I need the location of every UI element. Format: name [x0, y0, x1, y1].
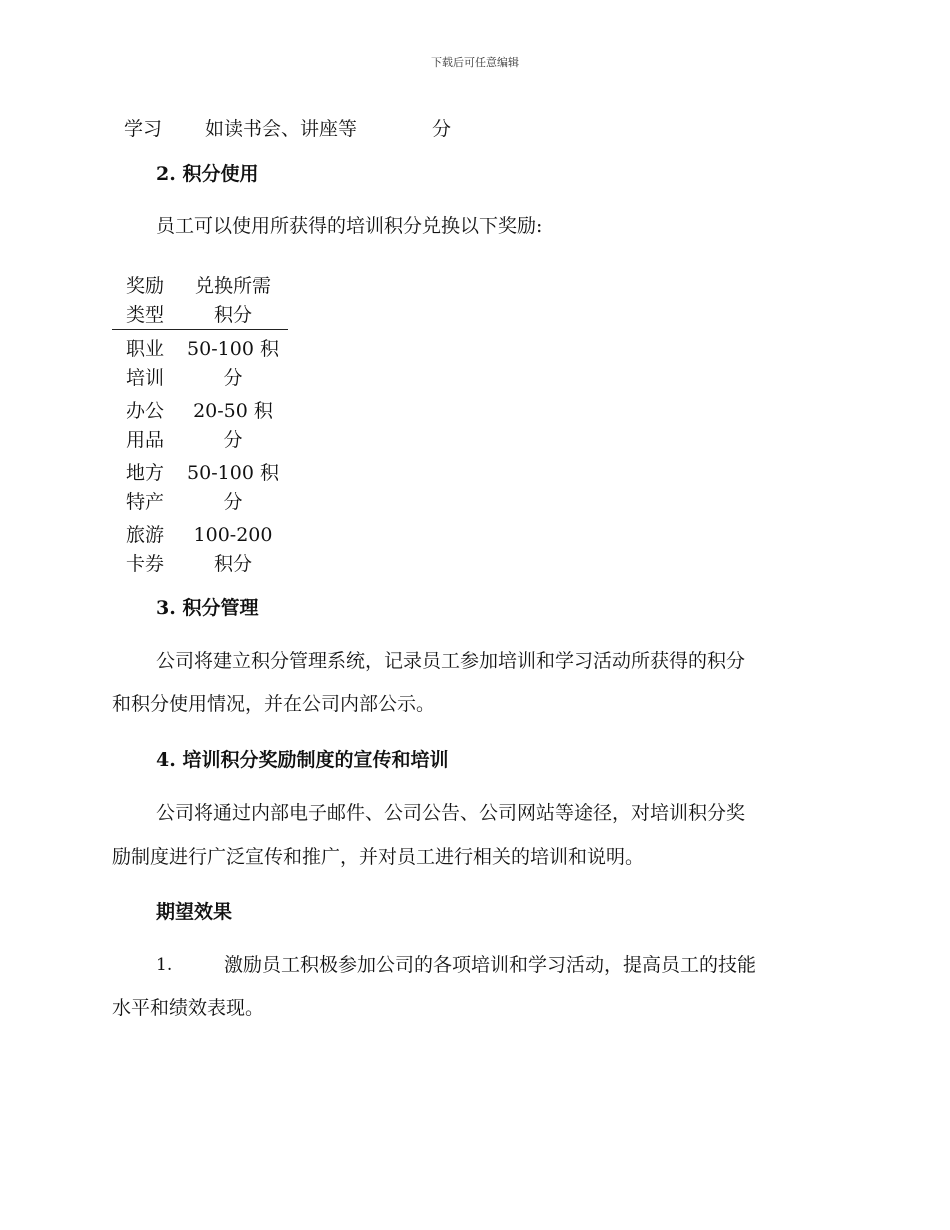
- table-row: 办公 用品: [125, 400, 164, 451]
- section3-line1: 公司将建立积分管理系统，记录员工参加培训和学习活动所获得的积分: [156, 650, 746, 672]
- expected-item1-number: 1.: [156, 955, 173, 975]
- carryover-cell-points: 分: [432, 118, 452, 140]
- section3-line2: 和积分使用情况，并在公司内部公示。: [112, 693, 436, 715]
- section4-heading: 4. 培训积分奖励制度的宣传和培训: [156, 749, 449, 771]
- carryover-cell-type: 学习: [124, 118, 163, 140]
- carryover-cell-desc: 如读书会、讲座等: [205, 118, 358, 140]
- page-header: 下载后可任意编辑: [431, 56, 519, 69]
- table-header-type: 奖励 类型: [125, 275, 164, 326]
- section4-line2: 励制度进行广泛宣传和推广，并对员工进行相关的培训和说明。: [112, 846, 645, 868]
- table-row: 旅游 卡券: [125, 524, 164, 575]
- table-cell-points: 50-100 积 分: [187, 462, 279, 513]
- table-cell-points: 100-200 积分: [193, 524, 273, 575]
- table-cell-points: 20-50 积 分: [193, 400, 273, 451]
- expected-item1-line2: 水平和绩效表现。: [112, 997, 265, 1019]
- section3-heading: 3. 积分管理: [156, 597, 259, 619]
- section2-heading: 2. 积分使用: [156, 163, 259, 185]
- table-cell-points: 50-100 积 分: [187, 338, 279, 389]
- expected-item1-line1: 激励员工积极参加公司的各项培训和学习活动，提高员工的技能: [224, 954, 757, 976]
- table-header-rule: [112, 329, 288, 330]
- section2-intro: 员工可以使用所获得的培训积分兑换以下奖励:: [156, 215, 543, 237]
- table-row: 地方 特产: [125, 462, 164, 513]
- section4-line1: 公司将通过内部电子邮件、公司公告、公司网站等途径，对培训积分奖: [156, 802, 746, 824]
- expected-heading: 期望效果: [156, 901, 233, 923]
- table-row: 职业 培训: [125, 338, 164, 389]
- table-header-points: 兑换所需 积分: [194, 275, 271, 326]
